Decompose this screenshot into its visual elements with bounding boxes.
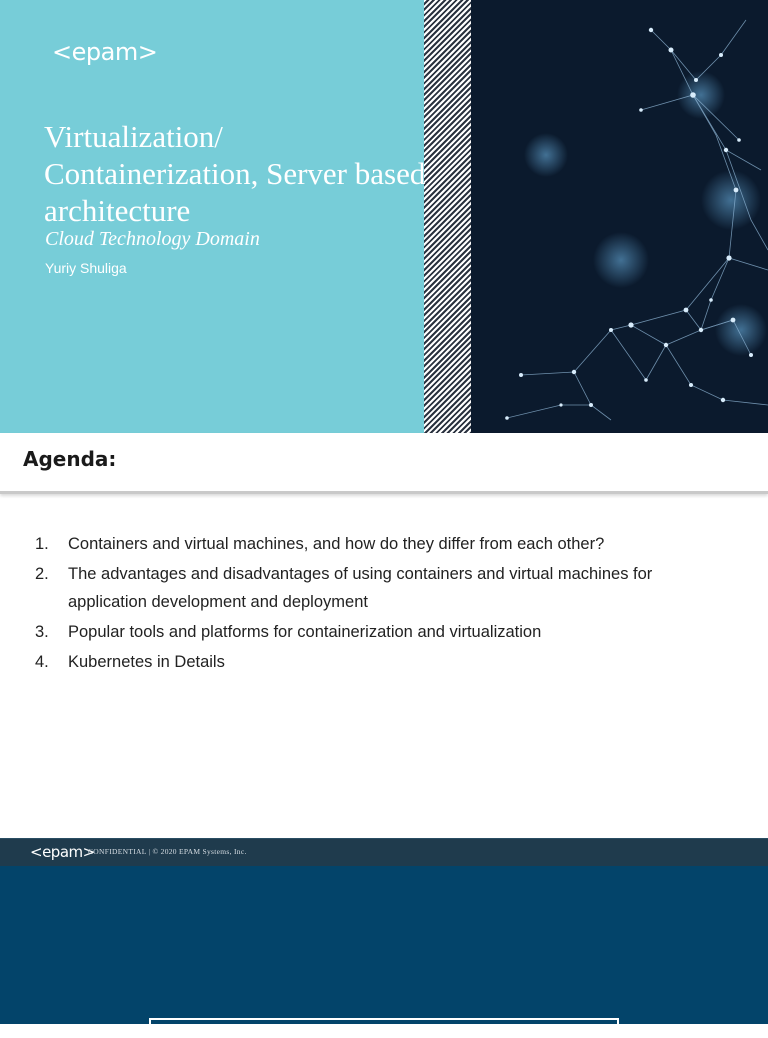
agenda-list <box>0 530 768 678</box>
agenda-item-number: 1. <box>35 535 49 553</box>
epam-logo: <epam> <box>52 38 158 66</box>
title-line: Virtualization/ <box>44 119 223 154</box>
title-slide <box>0 0 768 433</box>
agenda-item <box>0 530 768 558</box>
title-line: Containerization, Server based <box>44 156 426 191</box>
agenda-item-number: 3. <box>35 623 49 641</box>
network-image <box>471 0 768 433</box>
slide-footer <box>0 838 768 866</box>
agenda-header <box>0 433 768 494</box>
agenda-item-text: Containers and virtual machines, and how do they differ from each other? <box>68 535 605 553</box>
agenda-item-text: Kubernetes in Details <box>68 653 225 671</box>
agenda-item-text: The advantages and disadvantages of using containers and virtual machines for application development and deployment <box>68 565 653 611</box>
next-slide-title-box <box>149 1018 619 1038</box>
network-graph-illustration <box>471 0 768 433</box>
agenda-item-number: 4. <box>35 653 49 671</box>
agenda-heading: Agenda: <box>23 447 117 471</box>
agenda-item <box>0 618 768 646</box>
agenda-item <box>0 648 768 676</box>
agenda-item <box>0 560 768 616</box>
slide-subtitle: Cloud Technology Domain <box>45 228 260 250</box>
next-slide-preview <box>0 866 768 1024</box>
author-name: Yuriy Shuliga <box>45 260 127 276</box>
title-line: architecture <box>44 193 191 228</box>
slide-title <box>44 118 484 229</box>
confidential-notice: CONFIDENTIAL | © 2020 EPAM Systems, Inc. <box>88 847 247 856</box>
epam-footer-logo: <epam> <box>30 843 95 861</box>
agenda-item-number: 2. <box>35 565 49 583</box>
agenda-item-text: Popular tools and platforms for containerization and virtualization <box>68 623 542 641</box>
